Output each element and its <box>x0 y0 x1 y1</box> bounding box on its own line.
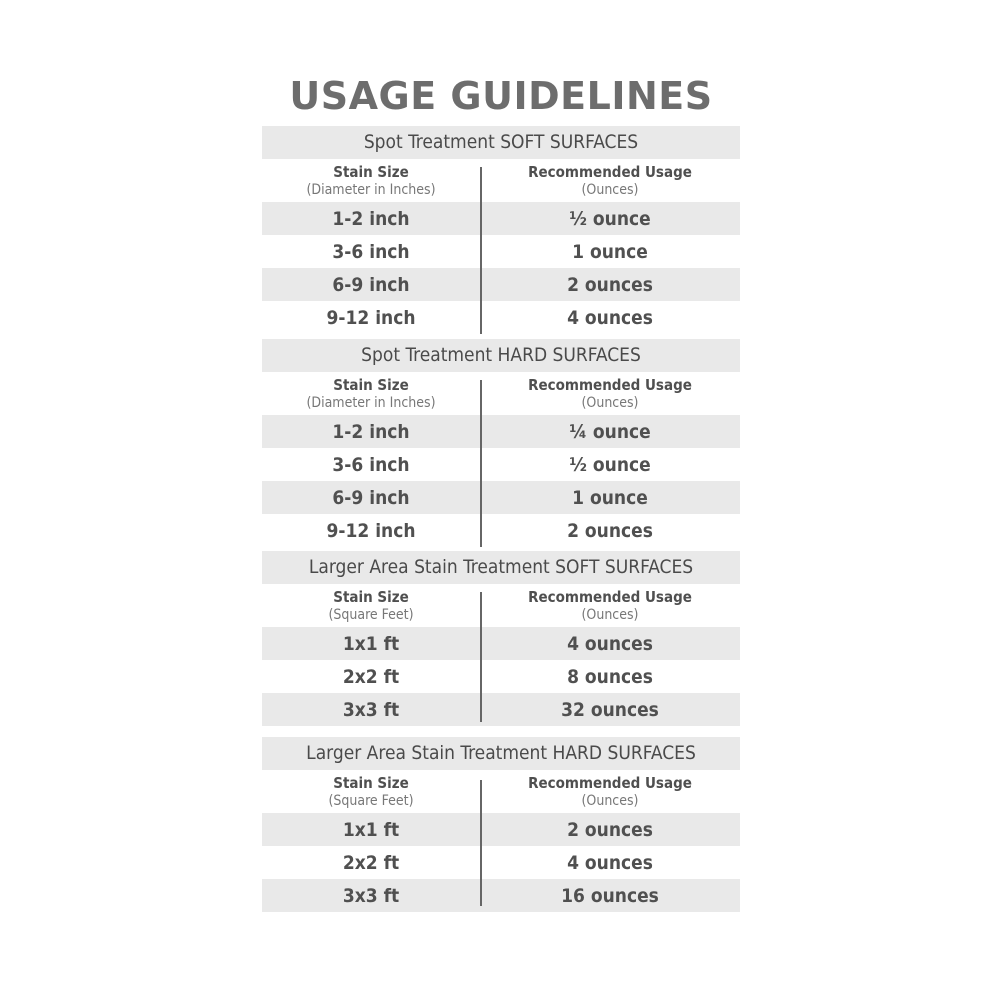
section-table <box>262 770 740 912</box>
section-heading: Spot Treatment SOFT SURFACES <box>262 126 740 159</box>
usage-cell: ¼ ounce <box>569 420 651 443</box>
column-header-label: Stain Size <box>333 376 409 394</box>
usage-cell: 32 ounces <box>561 698 659 721</box>
section-large-soft <box>262 551 740 726</box>
section-table <box>262 159 740 334</box>
usage-cell: 2 ounces <box>567 273 653 296</box>
column-header-unit: (Square Feet) <box>328 607 414 623</box>
stain-size-cell: 2x2 ft <box>342 665 400 688</box>
stain-size-cell: 1x1 ft <box>342 632 400 655</box>
stain-size-cell: 3-6 inch <box>332 453 410 476</box>
column-header-usage <box>480 372 740 415</box>
stain-size-cell: 1-2 inch <box>332 420 410 443</box>
usage-cell: 16 ounces <box>561 884 659 907</box>
column-divider <box>480 592 482 722</box>
section-table <box>262 584 740 726</box>
column-header-label: Recommended Usage <box>528 163 692 181</box>
usage-cell: 4 ounces <box>567 632 653 655</box>
column-header-unit: (Diameter in Inches) <box>306 182 436 198</box>
column-header-size <box>262 770 480 813</box>
column-header-unit: (Ounces) <box>581 395 639 411</box>
table-row <box>262 481 740 514</box>
column-header-label: Recommended Usage <box>528 588 692 606</box>
section-heading: Larger Area Stain Treatment HARD SURFACES <box>262 737 740 770</box>
section-table <box>262 372 740 547</box>
column-header-size <box>262 372 480 415</box>
column-header-label: Stain Size <box>333 163 409 181</box>
column-header-usage <box>480 770 740 813</box>
table-row <box>262 693 740 726</box>
usage-cell: ½ ounce <box>569 207 651 230</box>
table-row <box>262 235 740 268</box>
usage-cell: 2 ounces <box>567 519 653 542</box>
table-row <box>262 846 740 879</box>
column-header-label: Recommended Usage <box>528 376 692 394</box>
section-spot-hard <box>262 339 740 547</box>
table-row <box>262 415 740 448</box>
column-headers <box>262 372 740 415</box>
column-header-label: Stain Size <box>333 588 409 606</box>
table-row <box>262 268 740 301</box>
table-row <box>262 202 740 235</box>
section-heading: Larger Area Stain Treatment SOFT SURFACES <box>262 551 740 584</box>
usage-cell: ½ ounce <box>569 453 651 476</box>
column-divider <box>480 167 482 334</box>
column-header-usage <box>480 159 740 202</box>
section-heading: Spot Treatment HARD SURFACES <box>262 339 740 372</box>
table-row <box>262 813 740 846</box>
column-header-unit: (Diameter in Inches) <box>306 395 436 411</box>
column-headers <box>262 584 740 627</box>
column-header-size <box>262 584 480 627</box>
stain-size-cell: 9-12 inch <box>326 519 416 542</box>
stain-size-cell: 3-6 inch <box>332 240 410 263</box>
table-row <box>262 627 740 660</box>
column-header-unit: (Ounces) <box>581 607 639 623</box>
usage-cell: 1 ounce <box>572 486 648 509</box>
usage-cell: 1 ounce <box>572 240 648 263</box>
table-row <box>262 879 740 912</box>
table-row <box>262 448 740 481</box>
column-header-unit: (Ounces) <box>581 182 639 198</box>
column-headers <box>262 159 740 202</box>
stain-size-cell: 1-2 inch <box>332 207 410 230</box>
page-title: USAGE GUIDELINES <box>289 74 713 118</box>
column-divider <box>480 780 482 906</box>
column-header-unit: (Square Feet) <box>328 793 414 809</box>
column-header-usage <box>480 584 740 627</box>
stain-size-cell: 1x1 ft <box>342 818 400 841</box>
usage-cell: 8 ounces <box>567 665 653 688</box>
column-header-size <box>262 159 480 202</box>
column-header-unit: (Ounces) <box>581 793 639 809</box>
stain-size-cell: 3x3 ft <box>342 698 400 721</box>
table-row <box>262 301 740 334</box>
section-large-hard <box>262 737 740 912</box>
usage-cell: 2 ounces <box>567 818 653 841</box>
section-spot-soft <box>262 126 740 334</box>
column-headers <box>262 770 740 813</box>
stain-size-cell: 2x2 ft <box>342 851 400 874</box>
usage-cell: 4 ounces <box>567 306 653 329</box>
column-header-label: Recommended Usage <box>528 774 692 792</box>
stain-size-cell: 9-12 inch <box>326 306 416 329</box>
table-row <box>262 660 740 693</box>
table-row <box>262 514 740 547</box>
column-header-label: Stain Size <box>333 774 409 792</box>
stain-size-cell: 3x3 ft <box>342 884 400 907</box>
column-divider <box>480 380 482 547</box>
usage-cell: 4 ounces <box>567 851 653 874</box>
stain-size-cell: 6-9 inch <box>332 273 410 296</box>
stain-size-cell: 6-9 inch <box>332 486 410 509</box>
